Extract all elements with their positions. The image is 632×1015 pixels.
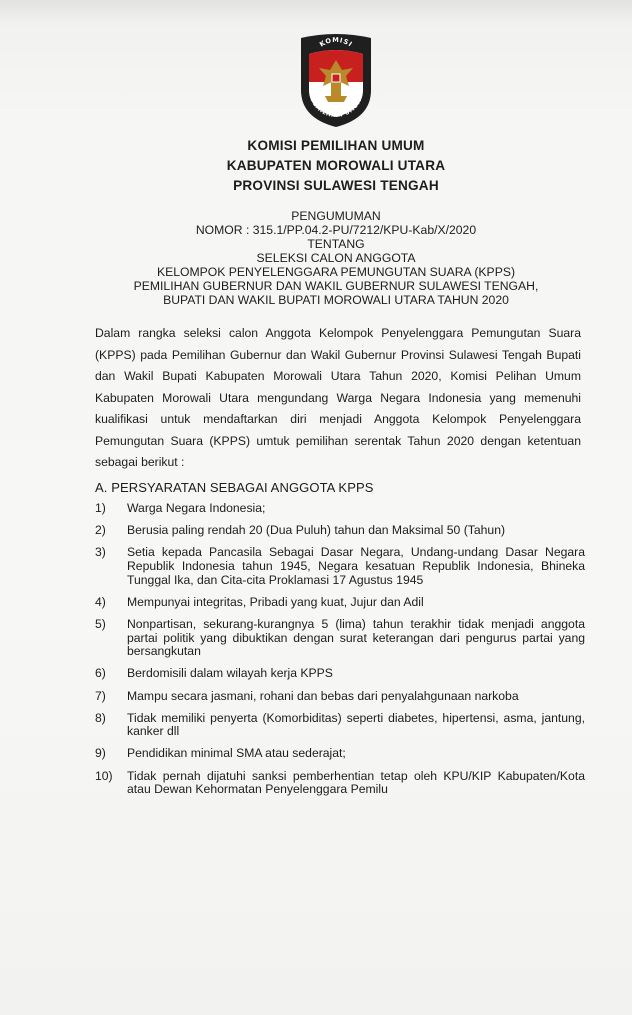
list-item	[95, 524, 585, 538]
list-item-text: Tidak pernah dijatuhi sanksi pemberhentian tetap oleh KPU/KIP Kabupaten/Kota atau Dewan Kehormatan Penyelenggara Pemilu	[127, 768, 585, 797]
list-item-text: Pendidikan minimal SMA atau sederajat;	[127, 746, 346, 761]
header-line-2: KABUPATEN MOROWALI UTARA	[226, 158, 446, 173]
list-item-number: 5)	[95, 616, 106, 631]
list-item-number: 3)	[95, 545, 106, 560]
list-item-text: Mempunyai integritas, Pribadi yang kuat, Jujur dan Adil	[127, 594, 424, 609]
list-item-number: 7)	[95, 688, 106, 703]
list-item-text: Nonpartisan, sekurang-kurangnya 5 (lima) tahun terakhir tidak menjadi anggota partai politik yang dibuktikan dengan surat keterangan dari pengurus partai yang bersangkutan	[127, 616, 585, 659]
logo-arc-top: KOMISI	[318, 35, 355, 49]
announcement-block	[0, 209, 632, 307]
list-item	[95, 690, 585, 704]
list-item-number: 6)	[95, 666, 106, 681]
scan-shadow	[0, 0, 632, 22]
section-a-title: A. PERSYARATAN SEBAGAI ANGGOTA KPPS	[95, 480, 374, 495]
document-header	[0, 136, 632, 196]
logo-arc-left: PEMILIHAN	[308, 97, 344, 120]
list-item	[95, 770, 585, 797]
list-item-number: 1)	[95, 501, 106, 515]
announcement-subject-1: SELEKSI CALON ANGGOTA	[256, 251, 416, 265]
list-item-text: Berdomisili dalam wilayah kerja KPPS	[127, 666, 333, 681]
list-item	[95, 502, 585, 516]
kpu-emblem-icon	[295, 30, 377, 128]
header-line-1: KOMISI PEMILIHAN UMUM	[247, 138, 425, 153]
list-item	[95, 712, 585, 739]
intro-paragraph: Dalam rangka seleksi calon Anggota Kelompok Penyelenggara Pemungutan Suara (KPPS) pada Pemilihan Gubernur dan Wakil Gubernur Provinsi Sulawesi Tengah Bupati dan Wakil Bupati Kabupaten Morowali Utara Tahun 2020, Komisi Pelihan Umum Kabupaten Morowali Utara mengundang Warga Negara Indonesia yang memenuhi kualifikasi untuk mendaftarkan diri menjadi Anggota Kelompok Penyelenggara Pemungutan Suara (KPPS) umtuk pemilihan serentak Tahun 2020 dengan ketentuan sebagai berikut :	[95, 326, 581, 469]
list-item-number: 4)	[95, 594, 106, 609]
list-item	[95, 667, 585, 681]
list-item-text: Warga Negara Indonesia;	[127, 501, 266, 515]
announcement-about: TENTANG	[307, 237, 365, 251]
list-item	[95, 747, 585, 761]
list-item-number: 10)	[95, 768, 113, 783]
list-item-number: 8)	[95, 710, 106, 725]
list-item	[95, 618, 585, 659]
list-item-text: Setia kepada Pancasila Sebagai Dasar Negara, Undang-undang Dasar Negara Republik Indonesia tahun 1945, Negara kesatuan Republik Indonesia, Bhineka Tunggal Ika, dan Cita-cita Proklamasi 17 Agustus 1945	[127, 545, 585, 587]
list-item-number: 9)	[95, 746, 106, 761]
logo-arc-bottom: UMUM	[344, 97, 364, 117]
list-item-text: Berusia paling rendah 20 (Dua Puluh) tahun dan Maksimal 50 (Tahun)	[127, 523, 506, 538]
header-line-3: PROVINSI SULAWESI TENGAH	[233, 178, 439, 193]
list-item-text: Mampu secara jasmani, rohani dan bebas dari penyalahgunaan narkoba	[127, 688, 519, 703]
announcement-subject-2: KELOMPOK PENYELENGGARA PEMUNGUTAN SUARA (KPPS)	[156, 265, 516, 279]
announcement-number: NOMOR : 315.1/PP.04.2-PU/7212/KPU-Kab/X/2020	[195, 223, 477, 237]
list-item-text: Tidak memiliki penyerta (Komorbiditas) seperti diabetes, hipertensi, asma, jantung, kanker dll	[127, 710, 585, 739]
requirements-list	[95, 502, 585, 805]
list-item-number: 2)	[95, 523, 106, 538]
list-item	[95, 596, 585, 610]
announcement-title: PENGUMUMAN	[291, 209, 381, 223]
announcement-subject-4: BUPATI DAN WAKIL BUPATI MOROWALI UTARA TAHUN 2020	[163, 293, 509, 307]
list-item	[95, 546, 585, 587]
announcement-subject-3: PEMILIHAN GUBERNUR DAN WAKIL GUBERNUR SULAWESI TENGAH,	[133, 279, 539, 293]
